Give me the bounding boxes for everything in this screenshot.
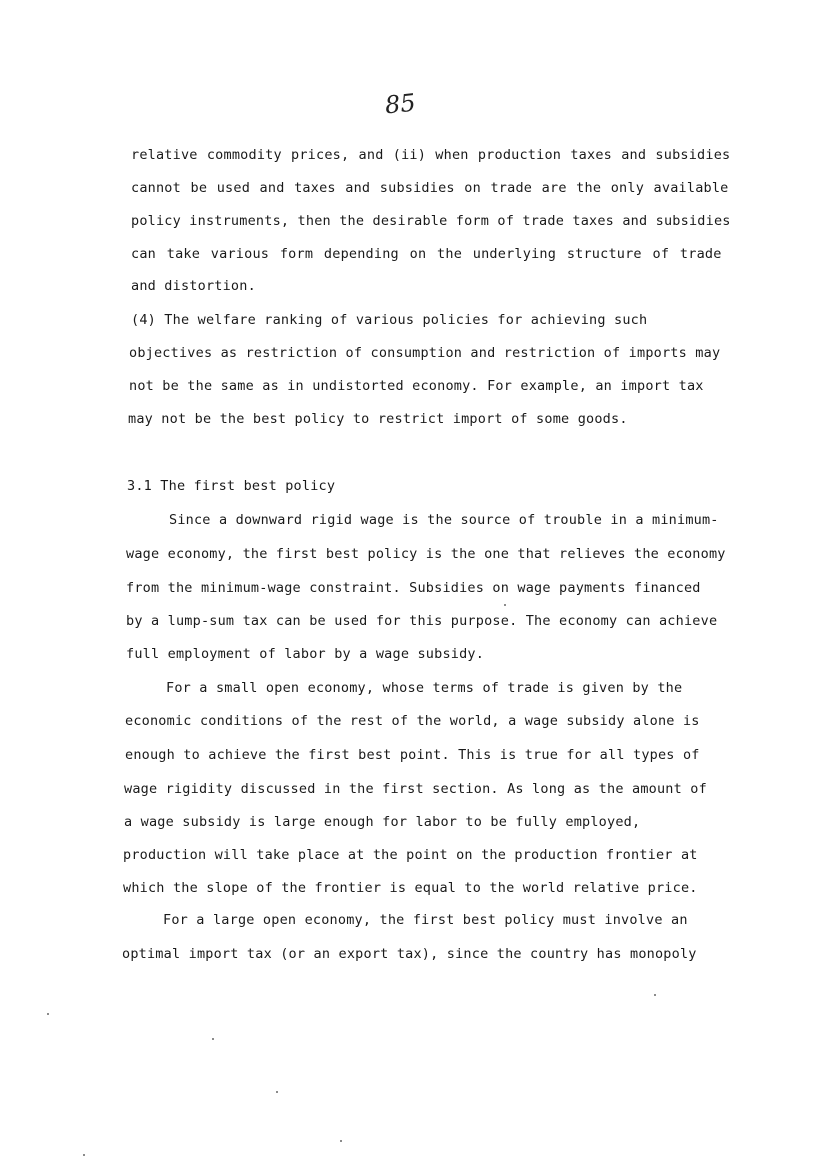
scan-speck [504, 604, 506, 606]
scan-speck [340, 1140, 342, 1142]
text-line-10: Since a downward rigid wage is the source of trouble in a minimum- [169, 512, 719, 528]
text-line-22: For a large open economy, the first best policy must involve an [163, 912, 688, 928]
scan-speck [276, 1091, 278, 1093]
text-line-20: production will take place at the point on the production frontier at [123, 847, 698, 863]
text-line-2: cannot be used and taxes and subsidies on trade are the only available [131, 180, 729, 196]
text-line-19: a wage subsidy is large enough for labor to be fully employed, [124, 814, 641, 830]
text-line-17: enough to achieve the first best point. This is true for all types of [125, 747, 700, 763]
text-line-23: optimal import tax (or an export tax), since the country has monopoly [122, 946, 697, 962]
text-line-15: For a small open economy, whose terms of trade is given by the [166, 680, 683, 696]
text-line-9: may not be the best policy to restrict import of some goods. [128, 411, 628, 427]
scan-speck [212, 1038, 214, 1040]
scan-speck [83, 1154, 85, 1156]
text-line-3: policy instruments, then the desirable form of trade taxes and subsidies [131, 213, 731, 229]
text-line-1: relative commodity prices, and (ii) when production taxes and subsidies [131, 147, 731, 163]
text-line-11: wage economy, the first best policy is the one that relieves the economy [126, 546, 726, 562]
scan-speck [654, 994, 656, 996]
page-number: 85 [383, 88, 417, 120]
text-line-8: not be the same as in undistorted economy. For example, an import tax [129, 378, 704, 394]
text-line-12: from the minimum-wage constraint. Subsidies on wage payments financed [126, 580, 701, 596]
text-line-18: wage rigidity discussed in the first section. As long as the amount of [124, 781, 707, 797]
text-line-16: economic conditions of the rest of the world, a wage subsidy alone is [125, 713, 700, 729]
text-line-21: which the slope of the frontier is equal to the world relative price. [123, 880, 698, 896]
text-line-14: full employment of labor by a wage subsidy. [126, 646, 485, 662]
section-heading: 3.1 The first best policy [127, 478, 336, 494]
text-line-6: (4) The welfare ranking of various policies for achieving such [131, 312, 648, 328]
text-line-13: by a lump-sum tax can be used for this purpose. The economy can achieve [126, 613, 718, 629]
text-line-4: can take various form depending on the underlying structure of trade [131, 246, 722, 262]
scan-speck [47, 1013, 49, 1015]
text-line-5: and distortion. [131, 278, 256, 294]
text-line-7: objectives as restriction of consumption and restriction of imports may [129, 345, 721, 361]
